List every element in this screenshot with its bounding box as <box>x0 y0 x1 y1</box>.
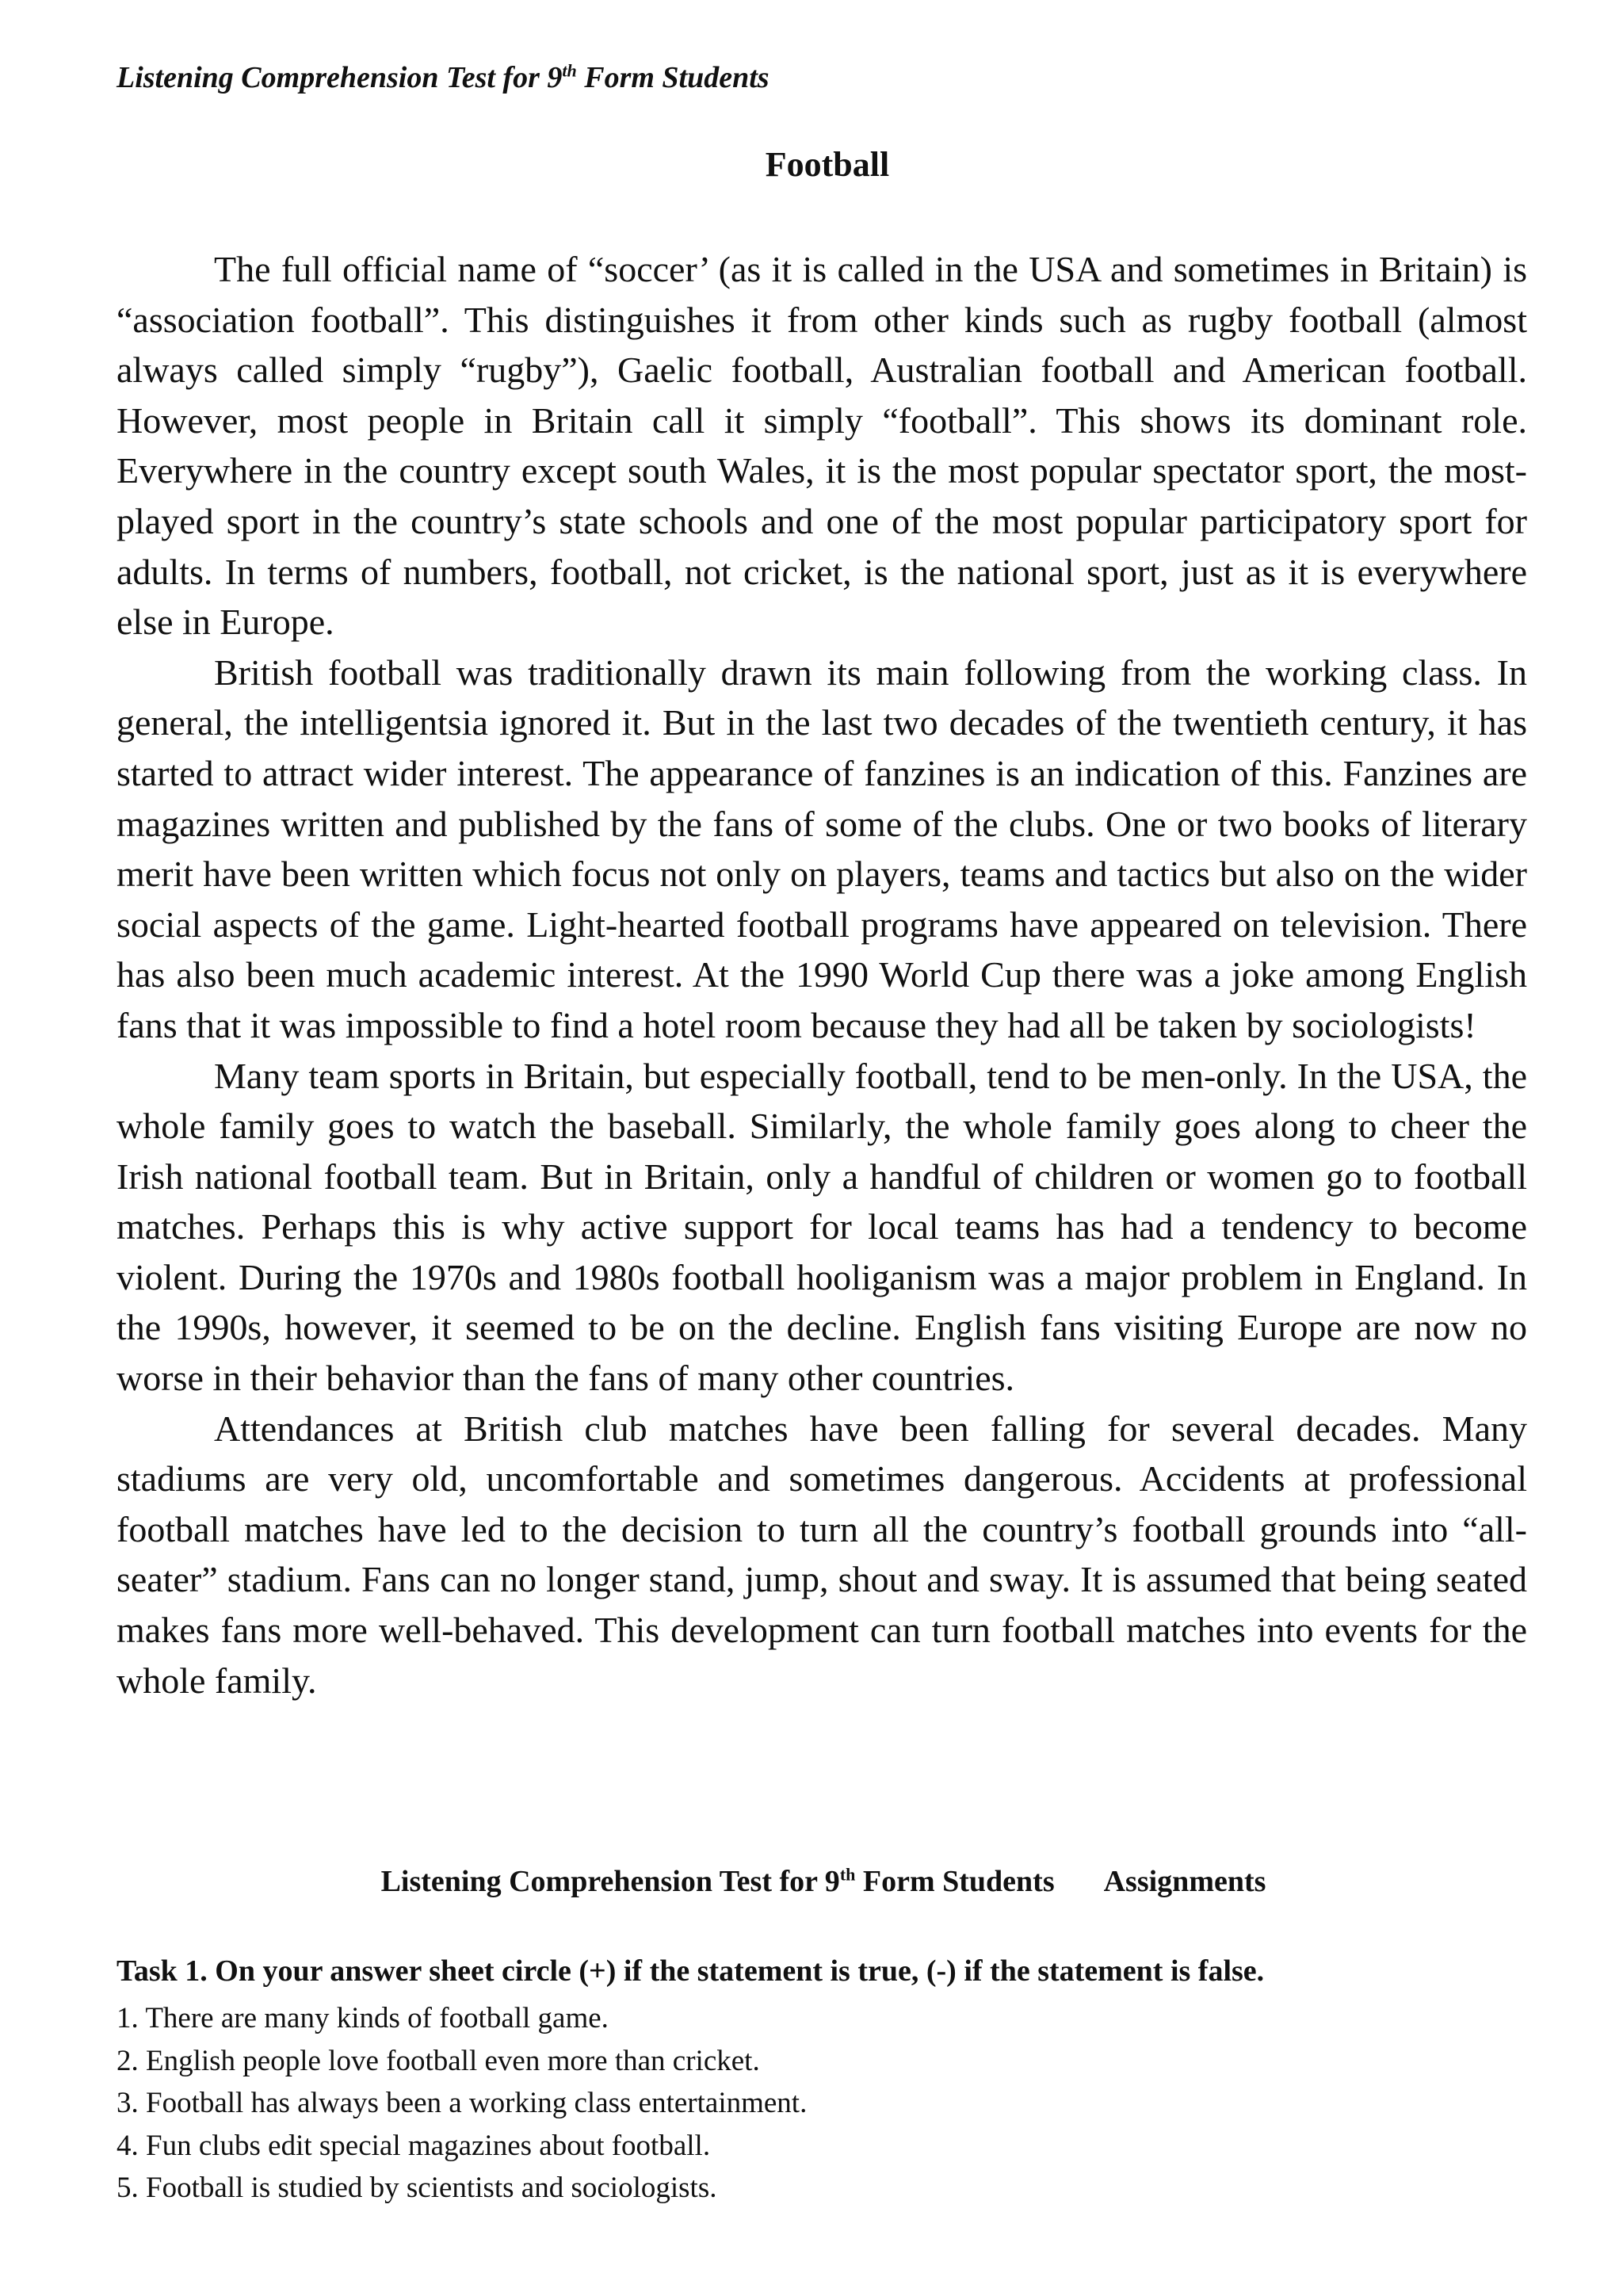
header-superscript: th <box>562 60 577 81</box>
article-body <box>116 244 1527 1706</box>
paragraph: British football was traditionally drawn its main following from the working class. In general, the intelligentsia ignored it. But in the last two decades of the twentieth century, it has started to attract wider interest. The appearance of fanzines is an indication of this. Fanzines are magazines written and published by the fans of some of the clubs. One or two books of literary merit have been written which focus not only on players, teams and tactics but also on the wider social aspects of the game. Light-hearted football programs have appeared on television. There has also been much academic interest. At the 1990 World Cup there was a joke among English fans that it was impossible to find a hotel room because they had all be taken by sociologists! <box>116 651 1527 1045</box>
paragraph: Many team sports in Britain, but especially football, tend to be men-only. In the USA, the whole family goes to watch the baseball. Similarly, the whole family goes along to cheer the Irish national football team. But in Britain, only a handful of children or women go to football matches. Perhaps this is why active support for local teams has had a tendency to become violent. During the 1970s and 1980s football hooliganism was a major problem in England. In the 1990s, however, it seemed to be on the decline. English fans visiting Europe are now no worse in their behavior than the fans of many other countries. <box>116 1055 1527 1399</box>
assignments-header-text-end: Form Students <box>855 1865 1055 1898</box>
paragraph: Attendances at British club matches have been falling for several decades. Many stadiums are very old, uncomfortable and sometimes dangerous. Accidents at professional football matches have led to the decision to turn all the country’s football grounds into “all-seater” stadium. Fans can no longer stand, jump, shout and sway. It is assumed that being seated makes fans more well-behaved. This development can turn football matches into events for the whole family. <box>116 1408 1527 1701</box>
assignments-label: Assignments <box>1103 1865 1266 1898</box>
task-statement-list <box>116 1997 807 2210</box>
page-header <box>116 60 769 95</box>
list-item: 5. Football is studied by scientists and sociologists. <box>116 2172 717 2204</box>
header-text-end: Form Students <box>576 61 769 94</box>
document-title: Football <box>765 145 890 184</box>
header-text: Listening Comprehension Test for 9 <box>116 61 563 94</box>
list-item: 4. Fun clubs edit special magazines about football. <box>116 2129 711 2162</box>
list-item: 2. English people love football even more than cricket. <box>116 2044 760 2077</box>
list-item: 1. There are many kinds of football game. <box>116 2002 609 2034</box>
paragraph: The full official name of “soccer’ (as it is called in the USA and sometimes in Britain) is “association football”. This distinguishes it from other kinds such as rugby football (almost always called simply “rugby”), Gaelic football, Australian football and American football. However, most people in Britain call it simply “football”. This shows its dominant role. Everywhere in the country except south Wales, it is the most popular spectator sport, the most-played sport in the country’s state schools and one of the most popular participatory sport for adults. In terms of numbers, football, not cricket, is the national sport, just as it is everywhere else in Europe. <box>116 249 1527 643</box>
task-title: Task 1. On your answer sheet circle (+) if the statement is true, (-) if the statement is false. <box>116 1954 1265 1988</box>
list-item: 3. Football has always been a working class entertainment. <box>116 2087 808 2119</box>
assignments-header-superscript: th <box>839 1864 856 1885</box>
assignments-header-text: Listening Comprehension Test for 9 <box>380 1865 840 1898</box>
assignments-header <box>0 1864 1623 1899</box>
